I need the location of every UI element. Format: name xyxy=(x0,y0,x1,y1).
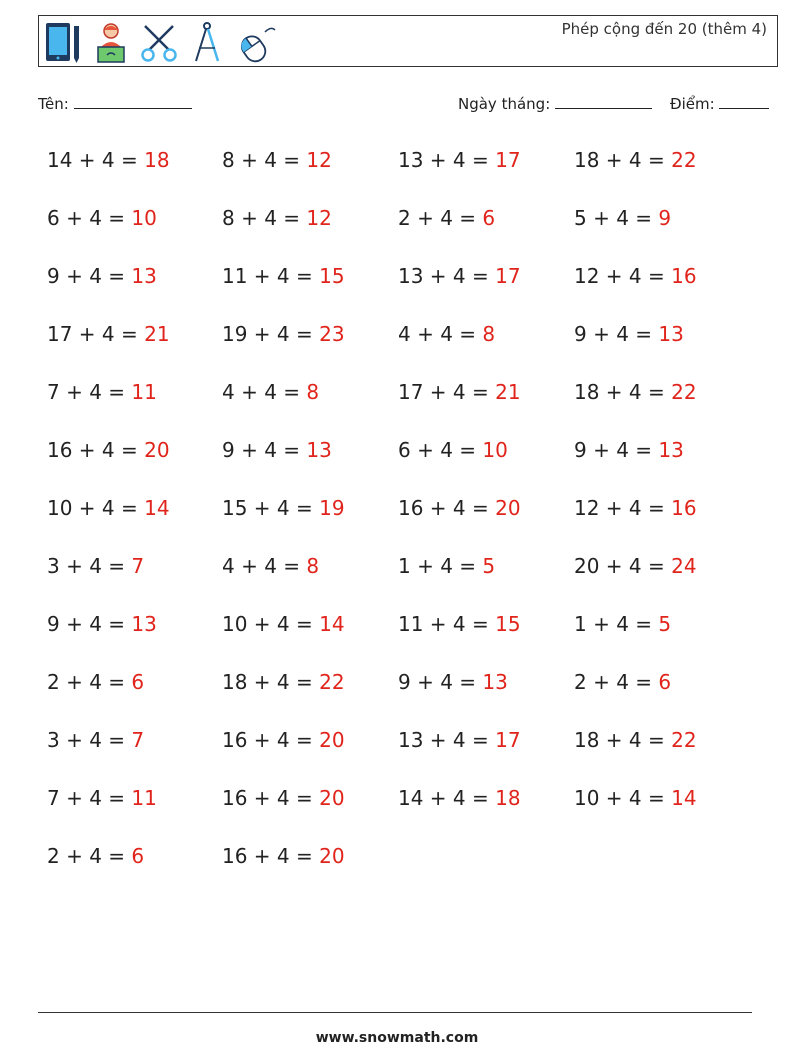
problem-question: 4 + 4 = xyxy=(222,380,301,404)
problem-answer: 21 xyxy=(144,322,170,346)
problem-question: 17 + 4 = xyxy=(47,322,138,346)
problem-answer: 13 xyxy=(306,438,332,462)
problem-item xyxy=(47,612,157,636)
problem-answer: 20 xyxy=(319,728,345,752)
problem-question: 16 + 4 = xyxy=(222,786,313,810)
problem-answer: 16 xyxy=(671,264,697,288)
problem-answer: 7 xyxy=(131,554,145,578)
problem-item xyxy=(47,148,170,172)
problem-item xyxy=(574,496,697,520)
problem-answer: 20 xyxy=(319,786,345,810)
problem-question: 11 + 4 = xyxy=(398,612,489,636)
mouse-icon xyxy=(235,20,275,64)
problem-question: 1 + 4 = xyxy=(574,612,653,636)
problem-answer: 7 xyxy=(131,728,145,752)
problem-item xyxy=(47,728,144,752)
problem-question: 20 + 4 = xyxy=(574,554,665,578)
score-blank[interactable] xyxy=(719,94,769,109)
problem-answer: 6 xyxy=(131,670,145,694)
problem-question: 8 + 4 = xyxy=(222,206,301,230)
problem-item xyxy=(398,670,508,694)
problem-item xyxy=(574,786,697,810)
problem-question: 18 + 4 = xyxy=(574,380,665,404)
problem-item xyxy=(574,728,697,752)
problem-item xyxy=(47,554,144,578)
problem-item xyxy=(222,554,319,578)
problem-item xyxy=(574,322,684,346)
problem-answer: 12 xyxy=(306,148,332,172)
problem-answer: 13 xyxy=(658,322,684,346)
problem-item xyxy=(222,148,332,172)
problem-item xyxy=(222,264,345,288)
problem-answer: 22 xyxy=(671,148,697,172)
problem-item xyxy=(574,206,671,230)
problem-item xyxy=(47,438,170,462)
problem-answer: 24 xyxy=(671,554,697,578)
problem-question: 12 + 4 = xyxy=(574,496,665,520)
problem-question: 19 + 4 = xyxy=(222,322,313,346)
problem-question: 9 + 4 = xyxy=(574,322,653,346)
problem-item xyxy=(222,206,332,230)
problem-question: 18 + 4 = xyxy=(574,728,665,752)
problem-question: 9 + 4 = xyxy=(47,612,126,636)
problem-question: 4 + 4 = xyxy=(222,554,301,578)
problem-question: 13 + 4 = xyxy=(398,728,489,752)
problem-item xyxy=(398,380,521,404)
problem-answer: 17 xyxy=(495,728,521,752)
problem-question: 9 + 4 = xyxy=(398,670,477,694)
problem-answer: 12 xyxy=(306,206,332,230)
problem-answer: 21 xyxy=(495,380,521,404)
problem-item xyxy=(222,786,345,810)
problem-question: 6 + 4 = xyxy=(398,438,477,462)
problem-answer: 15 xyxy=(495,612,521,636)
problem-answer: 17 xyxy=(495,264,521,288)
problem-question: 18 + 4 = xyxy=(222,670,313,694)
tablet-icon xyxy=(43,20,83,64)
problem-answer: 14 xyxy=(144,496,170,520)
problem-item xyxy=(574,554,697,578)
problem-question: 3 + 4 = xyxy=(47,554,126,578)
problem-answer: 5 xyxy=(658,612,672,636)
problem-item xyxy=(222,438,332,462)
problem-item xyxy=(574,148,697,172)
problem-answer: 22 xyxy=(671,380,697,404)
problem-question: 6 + 4 = xyxy=(47,206,126,230)
problem-question: 18 + 4 = xyxy=(574,148,665,172)
problem-answer: 6 xyxy=(658,670,672,694)
scissors-icon xyxy=(139,20,179,64)
worksheet-header xyxy=(38,15,778,67)
date-label: Ngày tháng: xyxy=(458,95,551,113)
problem-item xyxy=(574,438,684,462)
problem-item xyxy=(398,206,495,230)
problem-item xyxy=(398,322,495,346)
problem-answer: 10 xyxy=(482,438,508,462)
problem-item xyxy=(222,670,345,694)
problem-item xyxy=(47,322,170,346)
problem-answer: 16 xyxy=(671,496,697,520)
problem-answer: 23 xyxy=(319,322,345,346)
problem-item xyxy=(398,438,508,462)
problem-answer: 8 xyxy=(306,554,320,578)
problem-question: 15 + 4 = xyxy=(222,496,313,520)
problem-question: 9 + 4 = xyxy=(574,438,653,462)
problem-item xyxy=(398,612,521,636)
compass-icon xyxy=(187,20,227,64)
problem-answer: 14 xyxy=(671,786,697,810)
problem-item xyxy=(398,148,521,172)
problem-answer: 22 xyxy=(319,670,345,694)
problem-question: 10 + 4 = xyxy=(574,786,665,810)
problem-question: 16 + 4 = xyxy=(47,438,138,462)
problem-question: 3 + 4 = xyxy=(47,728,126,752)
problem-answer: 13 xyxy=(482,670,508,694)
problem-answer: 6 xyxy=(482,206,496,230)
problem-answer: 13 xyxy=(131,264,157,288)
problem-question: 13 + 4 = xyxy=(398,264,489,288)
name-field xyxy=(38,94,192,113)
problem-question: 16 + 4 = xyxy=(222,844,313,868)
problem-item xyxy=(47,670,144,694)
problem-question: 11 + 4 = xyxy=(222,264,313,288)
problem-answer: 19 xyxy=(319,496,345,520)
problem-question: 17 + 4 = xyxy=(398,380,489,404)
problem-question: 16 + 4 = xyxy=(222,728,313,752)
problem-answer: 18 xyxy=(144,148,170,172)
problem-answer: 22 xyxy=(671,728,697,752)
problem-item xyxy=(47,380,157,404)
problem-answer: 18 xyxy=(495,786,521,810)
problem-question: 2 + 4 = xyxy=(47,844,126,868)
problem-question: 7 + 4 = xyxy=(47,380,126,404)
problem-item xyxy=(574,264,697,288)
problem-item xyxy=(47,786,157,810)
problem-answer: 10 xyxy=(131,206,157,230)
problem-answer: 13 xyxy=(131,612,157,636)
problem-question: 9 + 4 = xyxy=(47,264,126,288)
problem-question: 2 + 4 = xyxy=(574,670,653,694)
problem-answer: 14 xyxy=(319,612,345,636)
problem-question: 14 + 4 = xyxy=(398,786,489,810)
problem-answer: 17 xyxy=(495,148,521,172)
problem-answer: 5 xyxy=(482,554,496,578)
problem-question: 2 + 4 = xyxy=(47,670,126,694)
problem-answer: 8 xyxy=(482,322,496,346)
header-icons xyxy=(43,19,275,65)
date-blank[interactable] xyxy=(555,94,652,109)
problem-question: 4 + 4 = xyxy=(398,322,477,346)
problem-item xyxy=(47,844,144,868)
teacher-icon xyxy=(91,20,131,64)
problem-answer: 20 xyxy=(319,844,345,868)
problem-item xyxy=(398,786,521,810)
problem-answer: 11 xyxy=(131,380,157,404)
footer-url: www.snowmath.com xyxy=(315,1030,479,1046)
problem-question: 14 + 4 = xyxy=(47,148,138,172)
problem-item xyxy=(398,554,495,578)
problem-question: 1 + 4 = xyxy=(398,554,477,578)
problem-item xyxy=(222,496,345,520)
score-field xyxy=(670,94,769,113)
footer-divider xyxy=(38,1012,752,1013)
problem-question: 8 + 4 = xyxy=(222,148,301,172)
problem-item xyxy=(574,380,697,404)
problem-question: 5 + 4 = xyxy=(574,206,653,230)
name-blank[interactable] xyxy=(74,94,192,109)
problem-question: 13 + 4 = xyxy=(398,148,489,172)
problem-item xyxy=(398,264,521,288)
problem-item xyxy=(47,206,157,230)
problem-item xyxy=(222,728,345,752)
score-label: Điểm: xyxy=(670,95,715,113)
problem-item xyxy=(222,322,345,346)
problem-answer: 20 xyxy=(144,438,170,462)
problem-answer: 6 xyxy=(131,844,145,868)
problem-item xyxy=(222,380,319,404)
date-field xyxy=(458,94,652,113)
problem-question: 10 + 4 = xyxy=(222,612,313,636)
problem-question: 10 + 4 = xyxy=(47,496,138,520)
problem-item xyxy=(47,264,157,288)
problem-answer: 9 xyxy=(658,206,672,230)
problem-answer: 13 xyxy=(658,438,684,462)
problem-item xyxy=(222,844,345,868)
problem-question: 2 + 4 = xyxy=(398,206,477,230)
problem-question: 9 + 4 = xyxy=(222,438,301,462)
problem-answer: 8 xyxy=(306,380,320,404)
problem-question: 12 + 4 = xyxy=(574,264,665,288)
problem-question: 16 + 4 = xyxy=(398,496,489,520)
name-label: Tên: xyxy=(38,95,69,113)
problem-item xyxy=(398,728,521,752)
problem-answer: 15 xyxy=(319,264,345,288)
worksheet-title: Phép cộng đến 20 (thêm 4) xyxy=(561,20,767,38)
problem-answer: 11 xyxy=(131,786,157,810)
problem-item xyxy=(47,496,170,520)
problem-item xyxy=(574,670,671,694)
problem-item xyxy=(222,612,345,636)
problem-question: 7 + 4 = xyxy=(47,786,126,810)
problem-item xyxy=(398,496,521,520)
problem-answer: 20 xyxy=(495,496,521,520)
problem-item xyxy=(574,612,671,636)
